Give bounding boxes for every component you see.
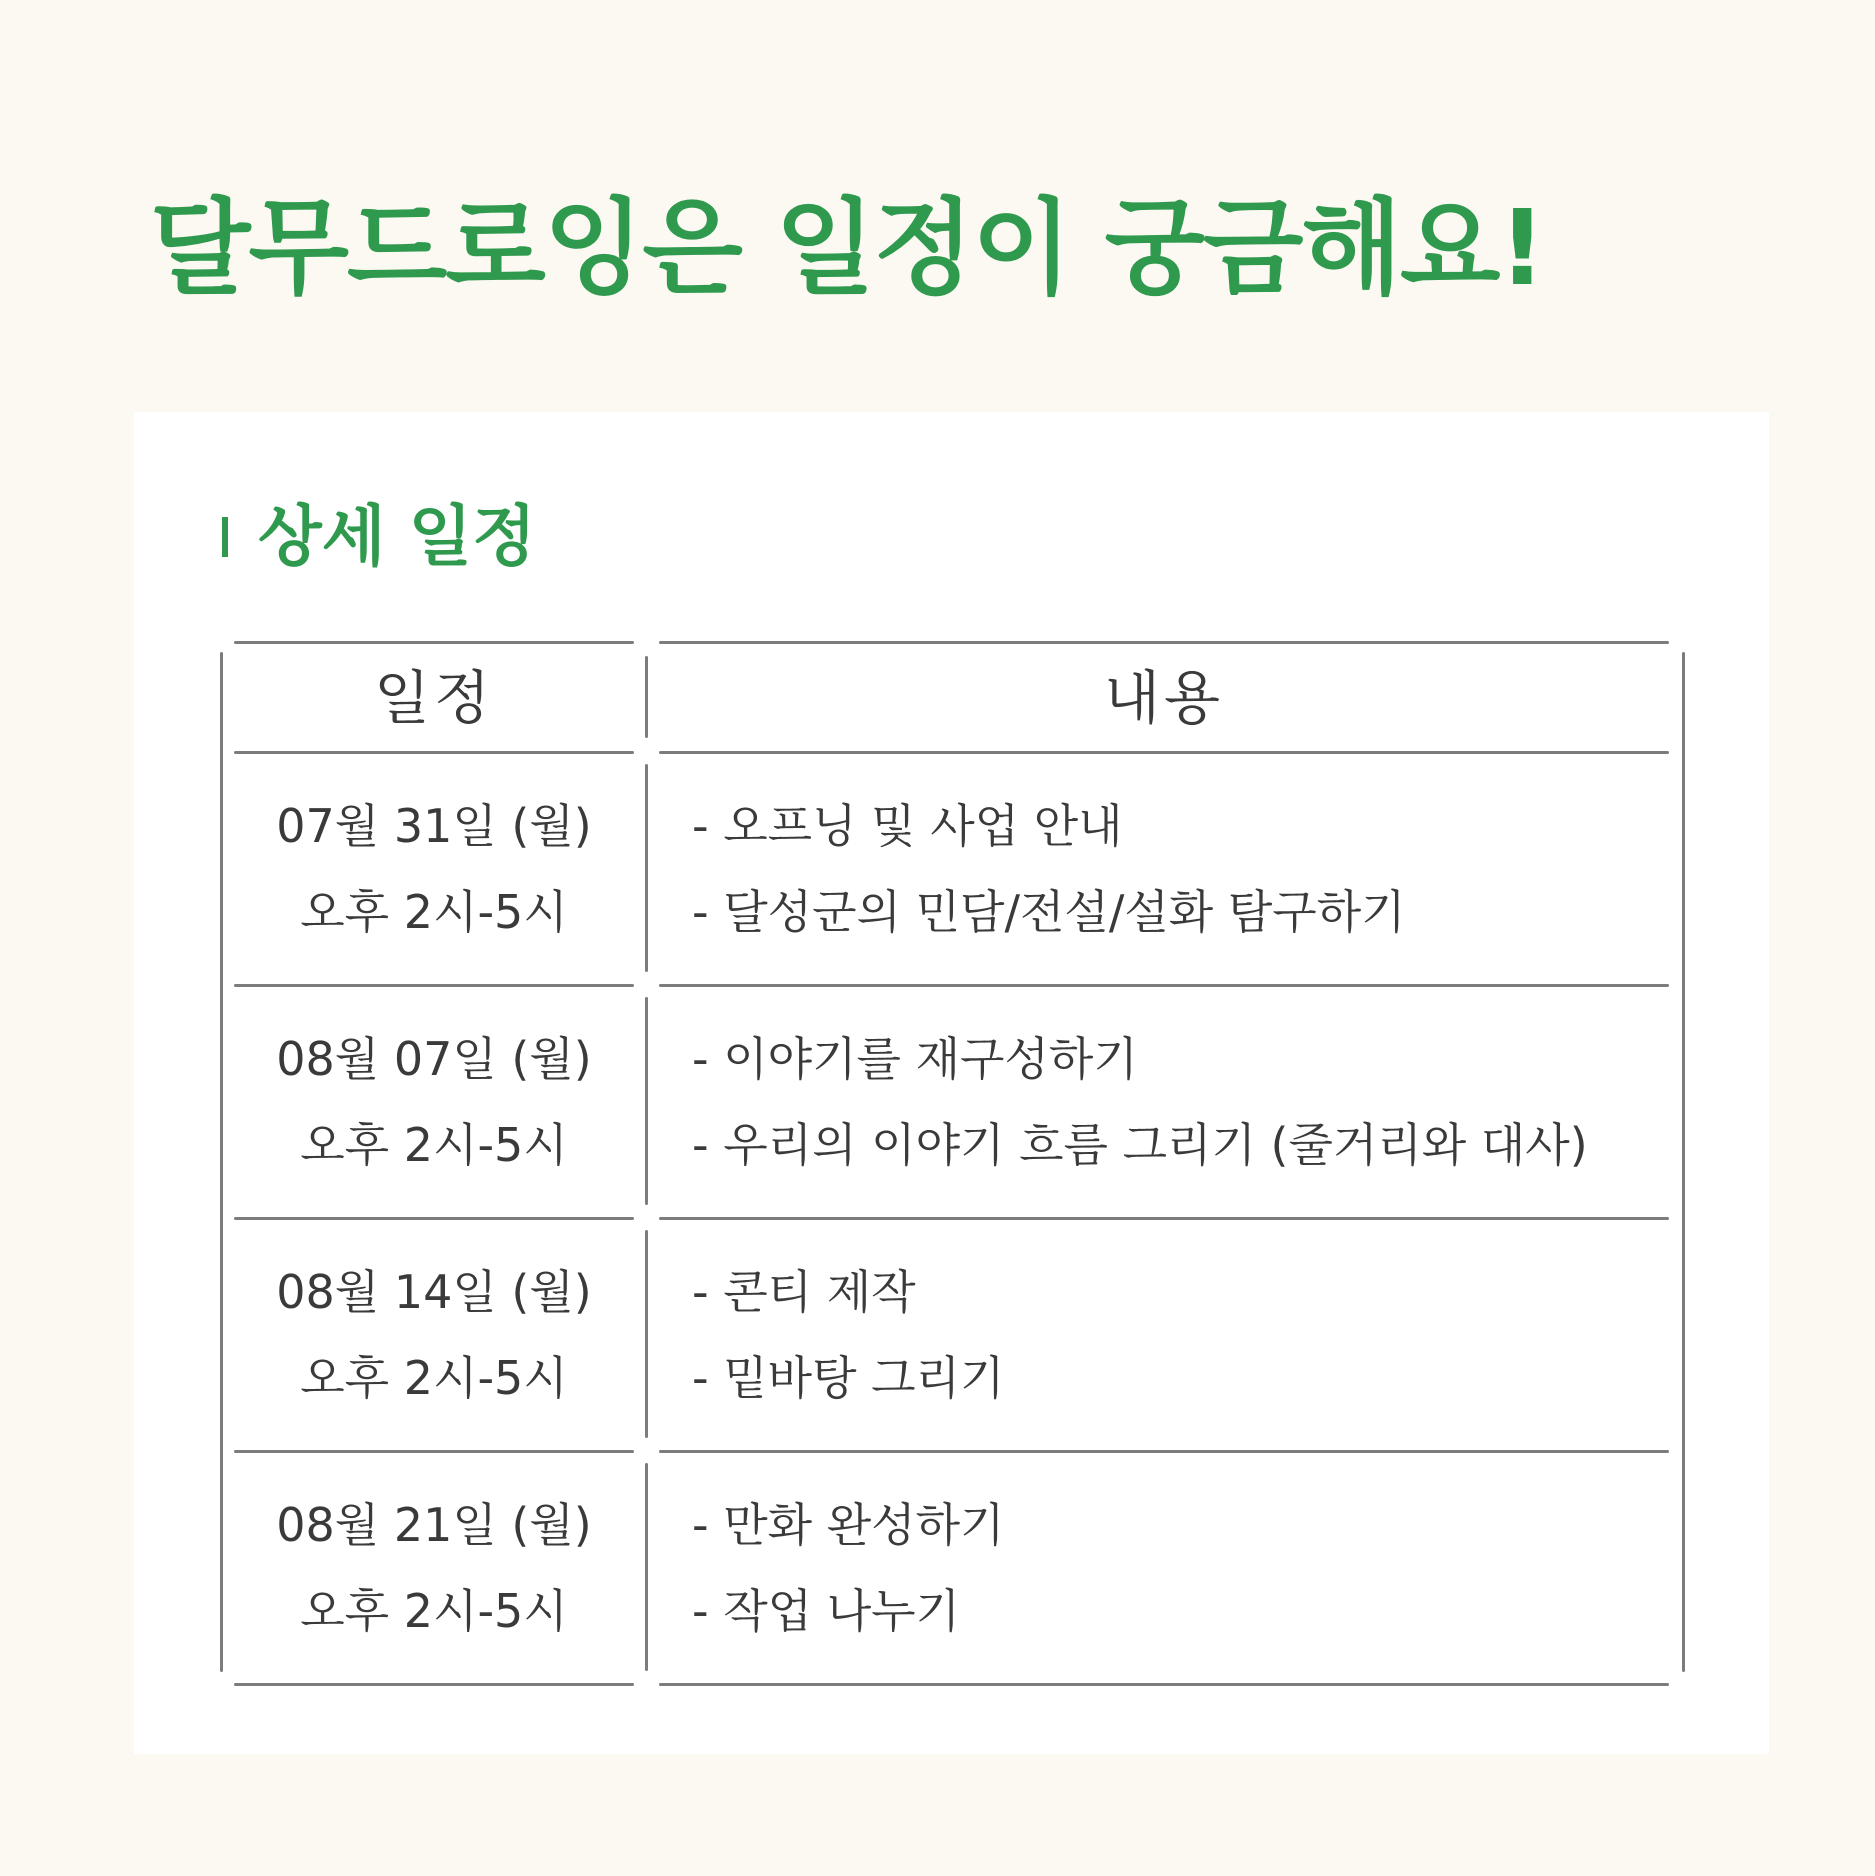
table-row-content xyxy=(692,987,1669,1217)
table-row-content xyxy=(692,1453,1669,1683)
table-row-date xyxy=(234,987,634,1217)
table-header-date xyxy=(234,644,634,751)
schedule-item: - 밑바탕 그리기 xyxy=(692,1351,1005,1405)
schedule-time: 오후 2시-5시 xyxy=(300,1584,568,1638)
table-rule xyxy=(234,1683,634,1686)
section-accent-bar xyxy=(222,517,228,557)
column-divider xyxy=(645,656,648,738)
table-rule xyxy=(659,1683,1669,1686)
schedule-time: 오후 2시-5시 xyxy=(300,1118,568,1172)
schedule-item: - 우리의 이야기 흐름 그리기 (줄거리와 대사) xyxy=(692,1118,1588,1172)
schedule-date: 07월 31일 (월) xyxy=(276,799,592,853)
schedule-date: 08월 14일 (월) xyxy=(276,1265,592,1319)
column-divider xyxy=(645,1230,648,1438)
header-label: 내용 xyxy=(1103,663,1225,732)
column-divider xyxy=(645,764,648,972)
schedule-item: - 콘티 제작 xyxy=(692,1265,916,1319)
table-header-content xyxy=(659,644,1669,751)
schedule-item: - 오프닝 및 사업 안내 xyxy=(692,799,1123,853)
schedule-time: 오후 2시-5시 xyxy=(300,1351,568,1405)
table-border-right xyxy=(1682,652,1685,1672)
schedule-card xyxy=(134,412,1769,1754)
schedule-date: 08월 07일 (월) xyxy=(276,1032,592,1086)
table-row-content xyxy=(692,1220,1669,1450)
column-divider xyxy=(645,1463,648,1671)
table-row-date xyxy=(234,1220,634,1450)
table-row-date xyxy=(234,1453,634,1683)
table-row-date xyxy=(234,754,634,984)
schedule-item: - 달성군의 민담/전설/설화 탐구하기 xyxy=(692,885,1406,939)
section-title: 상세 일정 xyxy=(258,498,537,575)
section-heading xyxy=(222,492,536,582)
header-label: 일정 xyxy=(373,663,495,732)
table-border-left xyxy=(220,652,223,1672)
schedule-time: 오후 2시-5시 xyxy=(300,885,568,939)
schedule-item: - 만화 완성하기 xyxy=(692,1498,1005,1552)
page-title: 달무드로잉은 일정이 궁금해요! xyxy=(150,187,1544,309)
column-divider xyxy=(645,997,648,1205)
schedule-date: 08월 21일 (월) xyxy=(276,1498,592,1552)
schedule-item: - 작업 나누기 xyxy=(692,1584,961,1638)
schedule-item: - 이야기를 재구성하기 xyxy=(692,1032,1138,1086)
table-row-content xyxy=(692,754,1669,984)
